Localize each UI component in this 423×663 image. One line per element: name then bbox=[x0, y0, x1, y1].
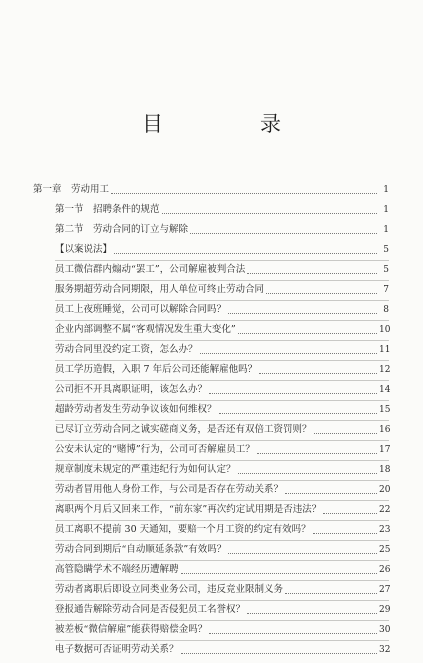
dot-leader bbox=[209, 633, 377, 634]
toc-page-number: 17 bbox=[379, 444, 391, 455]
dot-leader bbox=[181, 573, 377, 574]
toc-entry-title: 劳动者离职后即设立同类业务公司，违反竞业限制义务 bbox=[55, 584, 284, 596]
toc-entry-title: 公安未认定的“赌博”行为，公司可否解雇员工？ bbox=[55, 444, 255, 456]
toc-page-number: 14 bbox=[379, 384, 391, 395]
toc-entry-title: 公司拒不开具离职证明，该怎么办？ bbox=[55, 384, 208, 396]
dot-leader bbox=[257, 453, 377, 454]
toc-entry bbox=[55, 320, 389, 340]
toc-entry-title: 劳动合同到期后“自动顺延条款”有效吗？ bbox=[55, 544, 227, 556]
toc-entry-title: 劳动者冒用他人身份工作，与公司是否存在劳动关系？ bbox=[55, 484, 284, 496]
toc-page-number: 23 bbox=[379, 524, 391, 535]
dot-leader bbox=[285, 493, 377, 494]
toc-entry bbox=[55, 520, 389, 540]
toc-page-number: 11 bbox=[379, 344, 391, 355]
toc-entry-title: 员工微信群内煽动“罢工”，公司解雇被判合法 bbox=[55, 264, 246, 276]
dot-leader bbox=[247, 273, 377, 274]
toc-entry-title: 员工离职不提前 30 天通知，要赔一个月工资的约定有效吗？ bbox=[55, 524, 311, 536]
toc-entry-title: 服务期超劳动合同期限，用人单位可终止劳动合同 bbox=[55, 284, 265, 296]
dot-leader bbox=[313, 533, 377, 534]
toc-page-number: 26 bbox=[379, 564, 391, 575]
dot-leader bbox=[200, 353, 377, 354]
dot-leader bbox=[114, 253, 377, 254]
toc-entry bbox=[55, 560, 389, 580]
toc-entry-title: 规章制度未规定的严重违纪行为如何认定？ bbox=[55, 464, 236, 476]
toc-entry bbox=[55, 440, 389, 460]
toc-entry-title: 劳动合同里没约定工资，怎么办？ bbox=[55, 344, 198, 356]
toc-entry bbox=[55, 340, 389, 360]
toc-page-number: 16 bbox=[379, 424, 391, 435]
toc-entry-title: 员工上夜班睡觉，公司可以解除合同吗？ bbox=[55, 304, 227, 316]
toc-entry bbox=[55, 500, 389, 520]
toc-entry-title: 离职两个月后又回来工作，“前东家”再次约定试用期是否违法？ bbox=[55, 504, 322, 516]
toc-entry-title: 第一章 劳动用工 bbox=[33, 184, 110, 196]
toc-page-number: 1 bbox=[383, 184, 389, 195]
toc-page-number: 15 bbox=[379, 404, 391, 415]
toc-page-number: 1 bbox=[383, 224, 389, 235]
toc-page-number: 32 bbox=[379, 644, 391, 655]
toc-entry bbox=[55, 600, 389, 620]
toc-entry bbox=[55, 620, 389, 640]
toc-page-number: 22 bbox=[379, 504, 391, 515]
dot-leader bbox=[314, 433, 377, 434]
toc-entry bbox=[55, 260, 389, 280]
toc-entry bbox=[55, 400, 389, 420]
toc-page-number: 7 bbox=[383, 284, 389, 295]
toc-entry bbox=[55, 540, 389, 560]
dot-leader bbox=[238, 473, 377, 474]
toc-entry bbox=[55, 220, 389, 240]
toc-entry bbox=[55, 300, 389, 320]
dot-leader bbox=[259, 373, 377, 374]
dot-leader bbox=[209, 393, 377, 394]
dot-leader bbox=[247, 613, 377, 614]
toc-chapter-entry bbox=[33, 180, 389, 200]
toc-page-number: 18 bbox=[379, 464, 391, 475]
dot-leader bbox=[238, 333, 377, 334]
toc-page-number: 1 bbox=[383, 204, 389, 215]
toc-page-number: 12 bbox=[379, 364, 391, 375]
toc-page-number: 30 bbox=[379, 624, 391, 635]
toc-page-number: 27 bbox=[379, 584, 391, 595]
toc-entry bbox=[55, 240, 389, 260]
toc-entry bbox=[55, 420, 389, 440]
dot-leader bbox=[190, 233, 377, 234]
toc-entry bbox=[55, 360, 389, 380]
dot-leader bbox=[162, 213, 377, 214]
toc-entry-title: 企业内部调整不属“客观情况发生重大变化” bbox=[55, 324, 236, 336]
toc-entry bbox=[55, 380, 389, 400]
dot-leader bbox=[181, 653, 377, 654]
dot-leader bbox=[228, 313, 377, 314]
toc-entry bbox=[55, 200, 389, 220]
toc-page-number: 8 bbox=[383, 304, 389, 315]
toc-entry-title: 超龄劳动者发生劳动争议该如何维权？ bbox=[55, 404, 217, 416]
toc-entry bbox=[55, 460, 389, 480]
toc-entry-title: 高管隐瞒学术不端经历遭解聘 bbox=[55, 564, 179, 576]
dot-leader bbox=[323, 513, 377, 514]
toc-page-number: 10 bbox=[379, 324, 391, 335]
toc-page-number: 5 bbox=[383, 264, 389, 275]
toc-entry-title: 员工学历造假，入职 7 年后公司还能解雇他吗？ bbox=[55, 364, 258, 376]
dot-leader bbox=[266, 293, 377, 294]
toc-entry bbox=[55, 280, 389, 300]
toc-entry-title: 【以案说法】 bbox=[55, 244, 113, 256]
toc-page-number: 29 bbox=[379, 604, 391, 615]
toc-page-number: 20 bbox=[379, 484, 391, 495]
toc-page-number: 5 bbox=[383, 244, 389, 255]
toc-entry bbox=[55, 480, 389, 500]
toc-entry-title: 电子数据可否证明劳动关系？ bbox=[55, 644, 179, 656]
toc-entry bbox=[55, 580, 389, 600]
toc-entry-title: 第一节 招聘条件的规范 bbox=[55, 204, 160, 216]
page-title: 目 录 bbox=[142, 112, 319, 136]
dot-leader bbox=[219, 413, 377, 414]
dot-leader bbox=[228, 553, 377, 554]
dot-leader bbox=[111, 193, 377, 194]
toc-page-number: 25 bbox=[379, 544, 391, 555]
toc-entry-title: 被差板“微信解雇”能获得赔偿金吗？ bbox=[55, 624, 208, 636]
toc-entry-title: 第二节 劳动合同的订立与解除 bbox=[55, 224, 189, 236]
toc-entry bbox=[55, 640, 389, 660]
toc-entry-title: 登报通告解除劳动合同是否侵犯员工名誉权？ bbox=[55, 604, 246, 616]
dot-leader bbox=[285, 593, 377, 594]
toc-entry-title: 已尽订立劳动合同之诚实磋商义务，是否还有双倍工资罚则？ bbox=[55, 424, 312, 436]
